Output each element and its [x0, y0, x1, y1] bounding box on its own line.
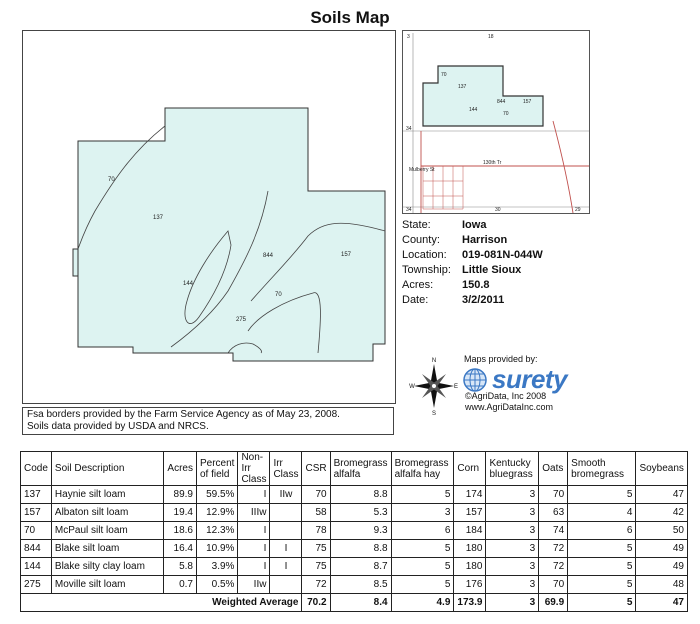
cell-brome-alf: 8.7: [330, 558, 391, 576]
surety-brand: surety: [492, 364, 568, 394]
cell-soy: 48: [636, 576, 688, 594]
col-csr: CSR: [302, 452, 330, 486]
cell-acres: 5.8: [164, 558, 197, 576]
cell-smooth: 5: [568, 540, 636, 558]
cell-smooth: 5: [568, 558, 636, 576]
cell-csr: 75: [302, 558, 330, 576]
cell-oats: 70: [539, 486, 568, 504]
acres-value: 150.8: [462, 279, 490, 291]
cell-nonirr: IIIw: [238, 504, 270, 522]
col-bromegrass-alfalfa-hay: Bromegrass alfalfa hay: [391, 452, 454, 486]
county-label: County:: [402, 234, 440, 246]
cell-irr: I: [270, 558, 302, 576]
inset-red-road: [421, 121, 589, 213]
weighted-average-label: Weighted Average: [21, 594, 302, 612]
map-label: 844: [263, 253, 274, 259]
cell-csr: 58: [302, 504, 330, 522]
page-title: Soils Map: [310, 8, 390, 27]
cell-irr: IIw: [270, 486, 302, 504]
col-bromegrass-alfalfa: Bromegrass alfalfa: [330, 452, 391, 486]
cell-acres: 0.7: [164, 576, 197, 594]
globe-icon: [462, 367, 488, 393]
col-soybeans: Soybeans: [636, 452, 688, 486]
maps-provided-by: Maps provided by:: [464, 354, 538, 364]
compass-s: S: [431, 411, 437, 417]
inset-label: 3: [407, 34, 410, 40]
inset-label: Mulberry St: [409, 167, 435, 173]
cell-desc: Blake silt loam: [51, 540, 164, 558]
soils-map-drawing: [23, 31, 395, 403]
col-non-irr-class: Non-Irr Class: [238, 452, 270, 486]
cell-desc: Moville silt loam: [51, 576, 164, 594]
cell-brome-alf-hay: 6: [391, 522, 454, 540]
date-value: 3/2/2011: [462, 294, 505, 306]
cell-nonirr: IIw: [238, 576, 270, 594]
cell-kentucky: 3: [486, 540, 539, 558]
soils-table: [20, 451, 688, 612]
cell-code: 144: [21, 558, 52, 576]
avg-oats: 69.9: [539, 594, 568, 612]
cell-csr: 72: [302, 576, 330, 594]
cell-kentucky: 3: [486, 504, 539, 522]
cell-brome-alf: 8.8: [330, 486, 391, 504]
cell-acres: 18.6: [164, 522, 197, 540]
map-label: 144: [183, 281, 194, 287]
weighted-average-row: [21, 594, 688, 612]
avg-csr: 70.2: [302, 594, 330, 612]
cell-csr: 75: [302, 540, 330, 558]
cell-soy: 49: [636, 540, 688, 558]
table-header-row: [21, 452, 688, 486]
cell-acres: 16.4: [164, 540, 197, 558]
cell-oats: 72: [539, 558, 568, 576]
cell-brome-alf-hay: 5: [391, 540, 454, 558]
cell-pct: 12.9%: [196, 504, 237, 522]
inset-label: 844: [497, 99, 506, 105]
soils-map: [22, 30, 396, 404]
provider-credits: [465, 391, 553, 413]
avg-soy: 47: [636, 594, 688, 612]
cell-brome-alf: 8.5: [330, 576, 391, 594]
provider-url: www.AgriDataInc.com: [465, 402, 554, 412]
compass-e: E: [453, 384, 459, 390]
cell-corn: 176: [454, 576, 486, 594]
date-label: Date:: [402, 294, 429, 306]
cell-smooth: 5: [568, 576, 636, 594]
cell-code: 275: [21, 576, 52, 594]
data-sources-note: [22, 407, 394, 435]
cell-irr: [270, 576, 302, 594]
cell-smooth: 6: [568, 522, 636, 540]
cell-irr: [270, 522, 302, 540]
inset-label: 29: [575, 207, 581, 213]
cell-nonirr: I: [238, 486, 270, 504]
cell-brome-alf: 5.3: [330, 504, 391, 522]
cell-code: 157: [21, 504, 52, 522]
cell-code: 844: [21, 540, 52, 558]
avg-brome-alf-hay: 4.9: [391, 594, 454, 612]
cell-csr: 78: [302, 522, 330, 540]
cell-kentucky: 3: [486, 522, 539, 540]
cell-brome-alf-hay: 5: [391, 558, 454, 576]
cell-pct: 59.5%: [196, 486, 237, 504]
cell-smooth: 5: [568, 486, 636, 504]
cell-corn: 180: [454, 558, 486, 576]
cell-pct: 10.9%: [196, 540, 237, 558]
map-label: 275: [236, 317, 247, 323]
cell-corn: 174: [454, 486, 486, 504]
table-row: [21, 558, 688, 576]
note-line-1: Fsa borders provided by the Farm Service Agency as of May 23, 2008.: [27, 409, 340, 420]
table-row: [21, 486, 688, 504]
inset-label: 157: [523, 99, 532, 105]
cell-code: 70: [21, 522, 52, 540]
inset-label: 30: [495, 207, 501, 213]
inset-label: 70: [441, 72, 447, 78]
cell-irr: I: [270, 540, 302, 558]
map-label: 157: [341, 252, 352, 258]
avg-brome-alf: 8.4: [330, 594, 391, 612]
cell-soy: 49: [636, 558, 688, 576]
cell-kentucky: 3: [486, 576, 539, 594]
cell-corn: 180: [454, 540, 486, 558]
cell-soy: 42: [636, 504, 688, 522]
col-code: Code: [21, 452, 52, 486]
cell-smooth: 4: [568, 504, 636, 522]
location-label: Location:: [402, 249, 447, 261]
cell-pct: 3.9%: [196, 558, 237, 576]
cell-irr: [270, 504, 302, 522]
state-label: State:: [402, 219, 431, 231]
township-label: Township:: [402, 264, 451, 276]
acres-label: Acres:: [402, 279, 434, 291]
cell-kentucky: 3: [486, 486, 539, 504]
township-value: Little Sioux: [462, 264, 522, 276]
col-oats: Oats: [539, 452, 568, 486]
cell-brome-alf: 8.8: [330, 540, 391, 558]
compass-w: W: [409, 384, 415, 390]
cell-pct: 0.5%: [196, 576, 237, 594]
inset-label: 137: [458, 84, 467, 90]
copyright-text: ©AgriData, Inc 2008: [465, 391, 547, 401]
avg-smooth: 5: [568, 594, 636, 612]
col-corn: Corn: [454, 452, 486, 486]
cell-oats: 70: [539, 576, 568, 594]
cell-acres: 19.4: [164, 504, 197, 522]
cell-code: 137: [21, 486, 52, 504]
cell-oats: 74: [539, 522, 568, 540]
cell-brome-alf-hay: 5: [391, 486, 454, 504]
cell-kentucky: 3: [486, 558, 539, 576]
note-line-2: Soils data provided by USDA and NRCS.: [27, 421, 209, 432]
col-acres: Acres: [164, 452, 197, 486]
cell-acres: 89.9: [164, 486, 197, 504]
location-inset-map: [402, 30, 590, 214]
col-kentucky-bluegrass: Kentucky bluegrass: [486, 452, 539, 486]
state-value: Iowa: [462, 219, 487, 231]
county-value: Harrison: [462, 234, 508, 246]
cell-oats: 63: [539, 504, 568, 522]
inset-drawing: [403, 31, 589, 213]
cell-corn: 184: [454, 522, 486, 540]
cell-oats: 72: [539, 540, 568, 558]
cell-nonirr: I: [238, 558, 270, 576]
location-value: 019-081N-044W: [462, 249, 543, 261]
location-info: [402, 218, 543, 308]
cell-soy: 50: [636, 522, 688, 540]
table-row: [21, 522, 688, 540]
inset-label: 130th Tr: [483, 160, 502, 166]
cell-desc: McPaul silt loam: [51, 522, 164, 540]
map-label: 137: [153, 215, 164, 221]
table-row: [21, 540, 688, 558]
map-label: 70: [108, 177, 115, 183]
cell-desc: Blake silty clay loam: [51, 558, 164, 576]
cell-csr: 70: [302, 486, 330, 504]
col-percent: Percent of field: [196, 452, 237, 486]
inset-label: 34: [406, 126, 412, 132]
col-irr-class: Irr Class: [270, 452, 302, 486]
cell-soy: 47: [636, 486, 688, 504]
cell-nonirr: I: [238, 522, 270, 540]
compass-n: N: [431, 358, 437, 364]
inset-label: 18: [488, 34, 494, 40]
col-smooth-bromegrass: Smooth bromegrass: [568, 452, 636, 486]
table-row: [21, 504, 688, 522]
inset-label: 144: [469, 107, 478, 113]
cell-desc: Albaton silt loam: [51, 504, 164, 522]
inset-label: 34: [406, 207, 412, 213]
cell-pct: 12.3%: [196, 522, 237, 540]
cell-desc: Haynie silt loam: [51, 486, 164, 504]
col-soil-description: Soil Description: [51, 452, 164, 486]
cell-brome-alf: 9.3: [330, 522, 391, 540]
table-row: [21, 576, 688, 594]
avg-kentucky: 3: [486, 594, 539, 612]
inset-label: 70: [503, 111, 509, 117]
cell-brome-alf-hay: 5: [391, 576, 454, 594]
avg-corn: 173.9: [454, 594, 486, 612]
map-label: 70: [275, 292, 282, 298]
compass-rose-icon: [410, 356, 458, 421]
cell-nonirr: I: [238, 540, 270, 558]
cell-corn: 157: [454, 504, 486, 522]
cell-brome-alf-hay: 3: [391, 504, 454, 522]
